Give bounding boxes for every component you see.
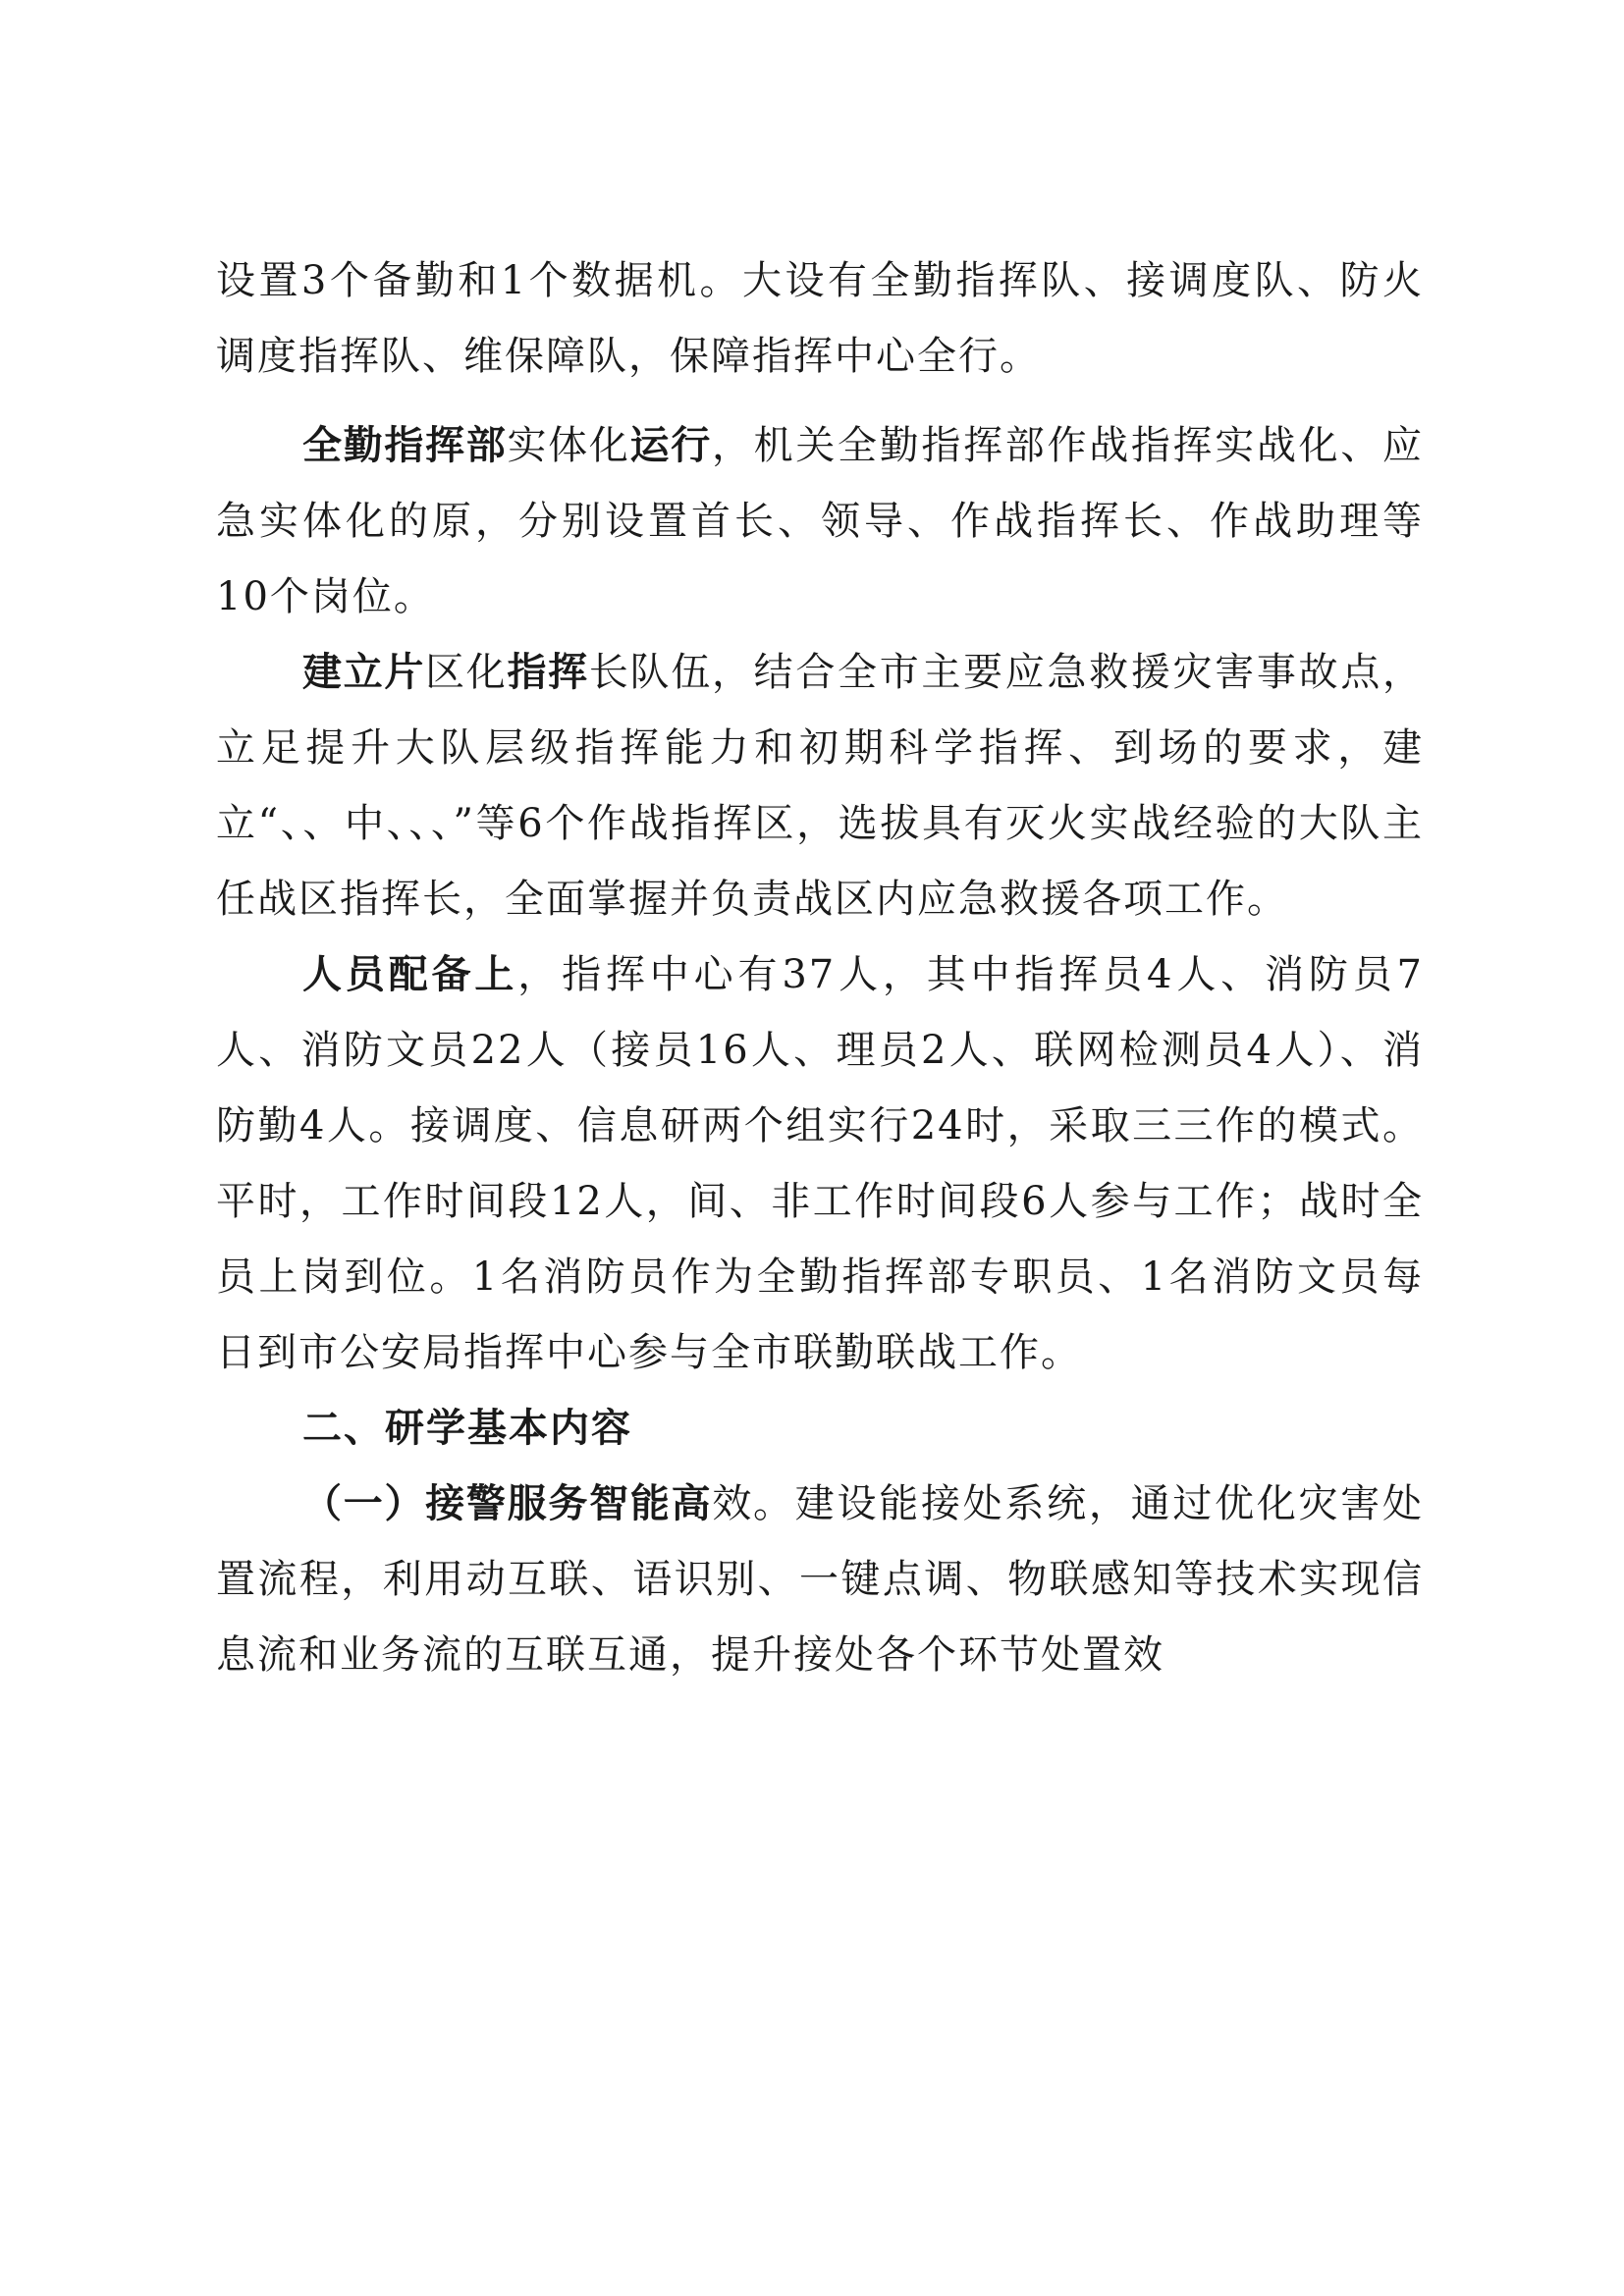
paragraph-text: 设置3个备勤和1个数据机。大设有全勤指挥队、接调度队、防火调度指挥队、维保障队，保障指挥中心全行。 <box>216 258 1424 379</box>
paragraph-command-center <box>216 408 1424 635</box>
lead-part: （一）接警服务智能高 <box>302 1481 713 1526</box>
lead-part: 效 <box>712 1481 754 1526</box>
lead-part: 实体化 <box>507 423 630 468</box>
paragraph-lead: 人员配备上 <box>302 952 518 997</box>
paragraph-district-command <box>216 635 1424 937</box>
lead-part: 运行 <box>629 423 712 468</box>
lead-part: 建立片 <box>302 650 426 695</box>
paragraph-text: 。建设能接处系统，通过优化灾害处置流程，利用动互联、语识别、一键点调、物联感知等技术实现信息流和业务流的互联互通，提升接处各个环节处置效 <box>216 1481 1425 1678</box>
section-heading: 二、研学基本内容 <box>302 1406 632 1451</box>
paragraph-lead <box>302 423 712 468</box>
lead-part: 指挥 <box>507 650 589 695</box>
paragraph-text: ，结合全市主要应急救援灾害事故点，立足提升大队层级指挥能力和初期科学指挥、到场的要求，建立“、、中、、、”等6个作战指挥区，选拔具有灭火实战经验的大队主任战区指挥长，全面掌握并负责战区内应急救援各项工作。 <box>216 650 1425 922</box>
paragraph-text: ，指挥中心有37人，其中指挥员4人、消防员7人、消防文员22人（接员16人、理员2人、联网检测员4人）、消防勤4人。接调度、信息研两个组实行24时，采取三三作的模式。平时，工作时间段12人，间、非工作时间段6人参与工作；战时全员上岗到位。1名消防员作为全勤指挥部专职员、1名消防文员每日到市公安局指挥中心参与全市联勤联战工作。 <box>216 952 1425 1375</box>
paragraph-continuation <box>216 243 1424 395</box>
paragraph-lead <box>302 650 712 695</box>
document-body <box>216 243 1424 1693</box>
paragraph-alarm-service <box>216 1467 1424 1693</box>
paragraph-staffing <box>216 937 1424 1391</box>
paragraph-text: ，机关全勤指挥部作战指挥实战化、应急实体化的原，分别设置首长、领导、作战指挥长、作战助理等10个岗位。 <box>216 423 1425 619</box>
lead-part: 区化 <box>425 650 508 695</box>
paragraph-lead <box>302 1481 753 1526</box>
lead-part: 全勤指挥部 <box>302 423 508 468</box>
lead-part: 长队伍 <box>588 650 712 695</box>
